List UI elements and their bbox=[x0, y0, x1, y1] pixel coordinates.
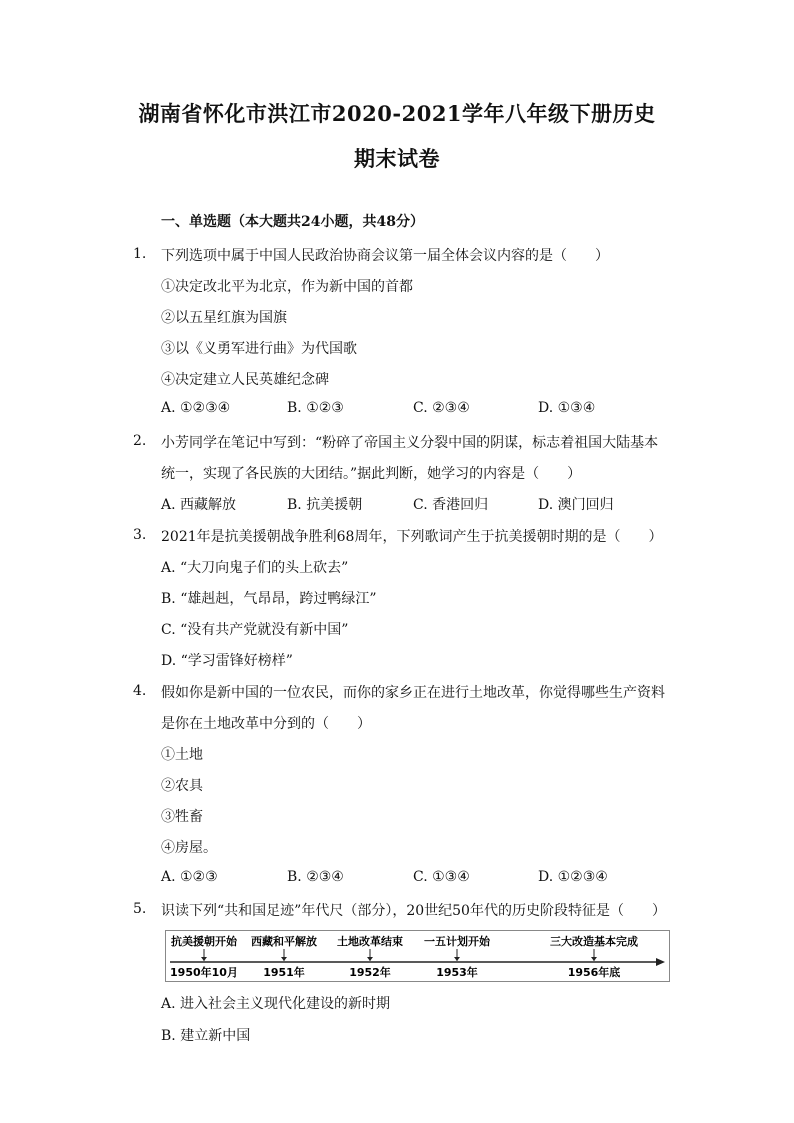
answer-option[interactable]: B. 抗美援朝 bbox=[287, 497, 363, 513]
timeline-event: 西藏和平解放 bbox=[251, 935, 317, 948]
timeline-date: 1950年10月 bbox=[170, 966, 238, 979]
question-item: ④房屋。 bbox=[161, 840, 217, 856]
answer-option[interactable]: B. 建立新中国 bbox=[161, 1028, 251, 1044]
answer-option[interactable]: A. ①②③ bbox=[161, 869, 218, 885]
answer-option[interactable]: D. ①③④ bbox=[538, 400, 596, 416]
question-item: ③以《义勇军进行曲》为代国歌 bbox=[161, 341, 357, 357]
timeline-date: 1952年 bbox=[349, 966, 391, 979]
question-number: 4. bbox=[133, 683, 147, 699]
answer-option[interactable]: D. “学习雷锋好榜样” bbox=[161, 653, 293, 669]
answer-option[interactable]: B. “雄赳赳，气昂昂，跨过鸭绿江” bbox=[161, 591, 377, 607]
question-item: ②农具 bbox=[161, 778, 203, 794]
answer-option[interactable]: D. ①②③④ bbox=[538, 869, 608, 885]
timeline-date: 1953年 bbox=[436, 966, 478, 979]
question-item: ②以五星红旗为国旗 bbox=[161, 310, 287, 326]
question-number: 3. bbox=[133, 527, 147, 543]
answer-option[interactable]: C. ②③④ bbox=[413, 400, 470, 416]
timeline-event: 三大改造基本完成 bbox=[550, 935, 638, 948]
question-item: ①土地 bbox=[161, 747, 203, 763]
question-number: 5. bbox=[133, 901, 147, 917]
document-title-line2: 期末试卷 bbox=[354, 146, 440, 171]
timeline-date: 1951年 bbox=[263, 966, 305, 979]
question-stem: 统一，实现了各民族的大团结。”据此判断，她学习的内容是（ ） bbox=[161, 466, 582, 482]
answer-option[interactable]: B. ①②③ bbox=[287, 400, 344, 416]
section-header: 一、单选题（本大题共24小题，共48分） bbox=[161, 214, 424, 230]
question-stem: 识读下列“共和国足迹”年代尺（部分），20世纪50年代的历史阶段特征是（ ） bbox=[161, 903, 666, 919]
answer-option[interactable]: A. ①②③④ bbox=[161, 400, 231, 416]
answer-option[interactable]: A. 西藏解放 bbox=[161, 497, 237, 513]
timeline-event: 抗美援朝开始 bbox=[171, 935, 237, 948]
question-stem: 下列选项中属于中国人民政治协商会议第一届全体会议内容的是（ ） bbox=[161, 248, 609, 264]
timeline-svg bbox=[166, 931, 669, 981]
timeline-date: 1956年底 bbox=[567, 966, 621, 979]
timeline-figure bbox=[165, 930, 670, 982]
question-stem: 小芳同学在笔记中写到：“粉碎了帝国主义分裂中国的阴谋，标志着祖国大陆基本 bbox=[161, 435, 659, 451]
question-number: 1. bbox=[133, 246, 147, 262]
question-item: ③牲畜 bbox=[161, 809, 203, 825]
question-number: 2. bbox=[133, 433, 147, 449]
answer-option[interactable]: A. 进入社会主义现代化建设的新时期 bbox=[161, 996, 391, 1012]
question-stem: 假如你是新中国的一位农民，而你的家乡正在进行土地改革，你觉得哪些生产资料 bbox=[161, 685, 665, 701]
question-stem: 2021年是抗美援朝战争胜利68周年，下列歌词产生于抗美援朝时期的是（ ） bbox=[161, 529, 663, 545]
question-item: ④决定建立人民英雄纪念碑 bbox=[161, 372, 329, 388]
answer-option[interactable]: C. ①③④ bbox=[413, 869, 470, 885]
question-stem: 是你在土地改革中分到的（ ） bbox=[161, 716, 371, 732]
timeline-tick-arrows bbox=[201, 957, 597, 961]
timeline-event: 一五计划开始 bbox=[424, 935, 490, 948]
timeline-event: 土地改革结束 bbox=[337, 935, 403, 948]
timeline-arrow-icon bbox=[656, 958, 665, 966]
answer-option[interactable]: C. “没有共产党就没有新中国” bbox=[161, 622, 349, 638]
answer-option[interactable]: C. 香港回归 bbox=[413, 497, 489, 513]
answer-option[interactable]: A. “大刀向鬼子们的头上砍去” bbox=[161, 560, 349, 576]
answer-option[interactable]: D. 澳门回归 bbox=[538, 497, 614, 513]
answer-option[interactable]: B. ②③④ bbox=[287, 869, 344, 885]
timeline-ticks bbox=[204, 949, 594, 961]
document-title-line1: 湖南省怀化市洪江市2020-2021学年八年级下册历史 bbox=[138, 101, 656, 126]
question-item: ①决定改北平为北京，作为新中国的首都 bbox=[161, 279, 413, 295]
